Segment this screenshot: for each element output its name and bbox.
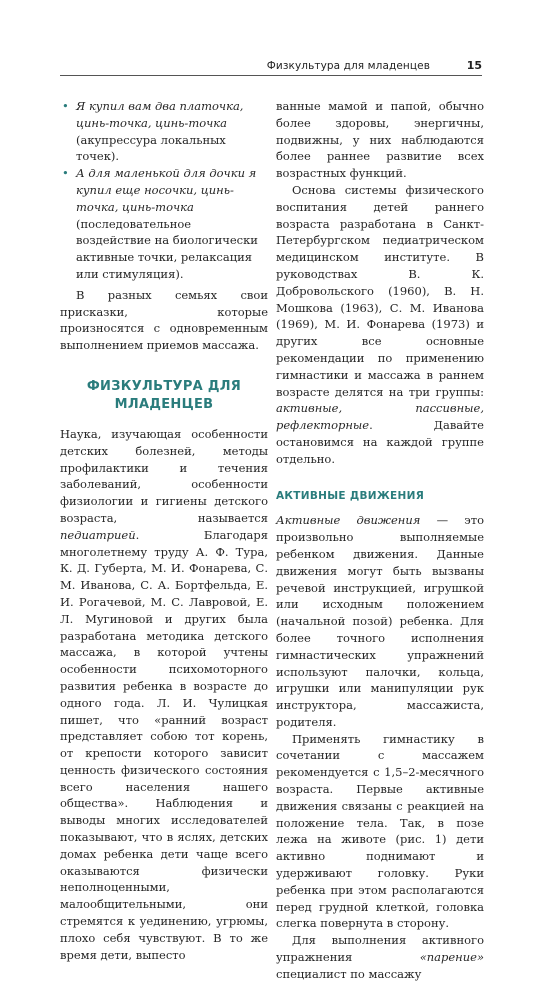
text-run: Основа системы физического воспитания детей раннего возраста разработана в Санкт-Петербургском педиатрическом медицинском институте. В руководствах В. К. Добровольского (1960), В. Н. Мошкова (1963), С. М. Иванова (1969), М. И. Фонарева (1973) и других все основные рекомендации по применению гимнастики и массажа в раннем возрасте делятся на три группы: [276,182,484,399]
paragraph [276,182,484,468]
rhyme-note: (акупрессура локальных точек). [76,132,226,164]
text-run: специалист по массажу [276,966,422,981]
text-run: . Давайте остановимся на каждой группе отдельно. [276,418,484,466]
text-run: — это произвольно выполняемые ребенком движения. Данные движения могут быть вызваны речевой инструкцией, игрушкой или исходным положением (начальной позой) ребенка. Для более точного исполнения гимнастических упражнений используют палочки, кольца, игрушки или манипуляции рук инструктора, массажиста, родителя. [276,513,484,729]
text-run: Наука, изучающая особенности детских болезней, методы профилактики и течения заболеваний, особенности физиологии и гигиены детского возраста, называется [60,426,268,525]
running-header [60,60,482,76]
rhyme-text: А для маленькой для дочки я купил еще носочки, цинь-точка, цинь-точка [76,166,257,214]
paragraph [276,512,484,730]
subsection-heading: АКТИВНЫЕ ДВИЖЕНИЯ [276,489,425,502]
list-item [60,165,268,283]
paragraph: В разных семьях свои присказки, которые произносятся с одновременным выполнением приемов массажа. [60,287,268,353]
paragraph: Применять гимнастику в сочетании с массажем рекомендуется с 1,5–2-месячного возраста. Первые активные движения связаны с реакцией на положение тела. Так, в позе лежа на животе (рис. 1) дети активно поднимают и удерживают головку. Руки ребенка при этом располагаются перед грудной клеткой, головка слегка повернута в сторону. [276,731,484,931]
rhyme-text: Я купил вам два платочка, цинь-точка, цинь-точка [76,99,244,130]
list-item [60,98,268,165]
text-run: . Благодаря многолетнему труду А. Ф. Тура, К. Д. Губерта, М. И. Фонарева, С. М. Иванова, С. А. Бортфельда, Е. И. Рогачевой, М. С. Лавровой, Е. Л. Мугиновой и других была разработана методика детского массажа, в которой учтены особенности психомоторного развития ребенка в возрасте до одного года. Л. И. Чулицкая пишет, что «ранний возраст представляет собою тот корень, от крепости которого зависит ценность физического состояния всего населения нашего общества». Наблюдения и выводы многих исследователей показывают, что в яслях, детских домах ребенка дети чаще всего оказываются физически неполноценными, малообщительными, они стремятся к уединению, угрюмы, плохо себя чувствуют. В то же время дети, выпесто [60,527,268,962]
page-number: 15 [466,59,482,72]
left-column [60,98,268,963]
paragraph: ванные мамой и папой, обычно более здоровы, энергичны, подвижны, у них наблюдаются более раннее развитие всех возрастных функций. [276,99,484,181]
section-heading: ФИЗКУЛЬТУРА ДЛЯ МЛАДЕНЦЕВ [86,378,242,412]
term: активные, пассивные, рефлекторные [276,401,484,433]
header-rule [60,75,482,76]
rhyme-list [60,98,268,283]
text-run: Для выполнения активного упражнения [276,933,484,965]
term: Активные движения [276,513,421,528]
rhyme-note: (последовательное воздействие на биологически активные точки, релаксация или стимуляция). [76,216,258,281]
header-title: Физкультура для младенцев [266,60,430,72]
right-column [276,98,484,983]
term: «парение» [419,950,484,965]
paragraph [60,426,268,964]
term: педиатрией [60,527,136,542]
paragraph [276,932,484,982]
